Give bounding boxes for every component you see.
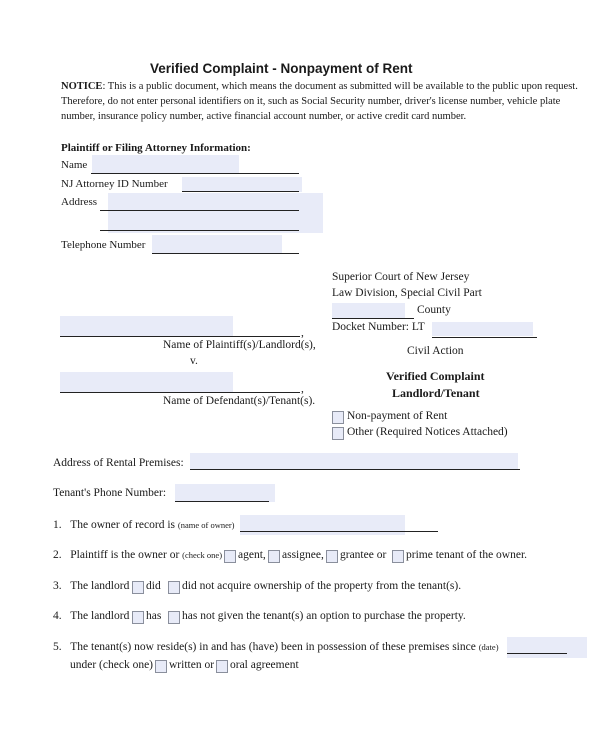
grantee-checkbox[interactable] <box>326 550 338 563</box>
underline <box>152 253 299 254</box>
complaint-heading: Verified Complaint <box>386 369 485 383</box>
underline <box>432 337 537 338</box>
agent-checkbox[interactable] <box>224 550 236 563</box>
assignee-checkbox[interactable] <box>268 550 280 563</box>
other-checkbox[interactable] <box>332 427 344 440</box>
tenant-phone-input[interactable] <box>175 484 275 502</box>
possession-date-input[interactable] <box>507 637 587 658</box>
notice-line-2: Therefore, do not enter personal identifiers on it, such as Social Security number, driver's license number, vehicle plate <box>61 96 561 107</box>
notice-label: NOTICE <box>61 81 103 92</box>
did-not-checkbox[interactable] <box>168 581 180 594</box>
notice-line-1 <box>61 82 578 93</box>
defendant-label: Name of Defendant(s)/Tenant(s). <box>163 395 316 407</box>
attorney-name-input[interactable] <box>92 155 239 174</box>
non-payment-checkbox[interactable] <box>332 411 344 424</box>
item-4: 4. The landlord <box>53 610 130 622</box>
tenant-phone-label: Tenant's Phone Number: <box>53 487 167 499</box>
premises-address-input[interactable] <box>190 453 518 470</box>
item-5-line-2: under (check one) <box>70 659 154 671</box>
comma: , <box>301 383 304 395</box>
written-checkbox[interactable] <box>155 660 167 673</box>
underline <box>182 191 299 192</box>
owner-name-input[interactable] <box>240 515 405 535</box>
grantee-label: grantee or <box>340 549 387 561</box>
premises-label: Address of Rental Premises: <box>53 457 184 469</box>
telephone-label: Telephone Number <box>61 239 146 251</box>
oral-label: oral agreement <box>230 659 299 671</box>
did-checkbox[interactable] <box>132 581 144 594</box>
non-payment-label: Non-payment of Rent <box>347 410 448 422</box>
civil-action-label: Civil Action <box>407 345 464 357</box>
other-label: Other (Required Notices Attached) <box>347 426 508 438</box>
underline <box>332 318 414 319</box>
item-3: 3. The landlord <box>53 580 130 592</box>
docket-label: Docket Number: LT <box>332 321 425 333</box>
versus-label: v. <box>190 355 198 367</box>
defendant-name-input[interactable] <box>60 372 233 392</box>
complaint-subheading: Landlord/Tenant <box>392 386 480 400</box>
has-checkbox[interactable] <box>132 611 144 624</box>
underline <box>190 469 520 470</box>
notice-text: : This is a public document, which means the document as submitted will be available to the public upon request. <box>102 81 578 92</box>
attorney-heading: Plaintiff or Filing Attorney Information: <box>61 142 251 154</box>
plaintiff-label: Name of Plaintiff(s)/Landlord(s), <box>163 339 316 351</box>
prime-tenant-label: prime tenant of the owner. <box>406 549 528 561</box>
prime-tenant-checkbox[interactable] <box>392 550 404 563</box>
telephone-input[interactable] <box>152 235 282 253</box>
page-title: Verified Complaint - Nonpayment of Rent <box>150 61 413 76</box>
address-label: Address <box>61 196 98 208</box>
name-label: Name <box>61 159 88 171</box>
underline <box>91 173 299 174</box>
attorney-id-input[interactable] <box>182 177 302 192</box>
underline <box>240 531 438 532</box>
underline <box>60 392 300 393</box>
comma: , <box>301 327 304 339</box>
did-label: did <box>146 580 161 592</box>
docket-number-input[interactable] <box>432 322 533 336</box>
attorney-id-label: NJ Attorney ID Number <box>61 178 168 190</box>
county-input[interactable] <box>332 303 405 318</box>
has-not-checkbox[interactable] <box>168 611 180 624</box>
court-name: Superior Court of New Jersey <box>332 271 470 283</box>
attorney-address-input[interactable] <box>108 193 323 233</box>
underline <box>100 210 299 211</box>
has-not-label: has not given the tenant(s) an option to purchase the property. <box>182 610 466 622</box>
agent-label: agent, <box>238 549 266 561</box>
court-division: Law Division, Special Civil Part <box>332 287 482 299</box>
item-1: 1. The owner of record is (name of owner) <box>53 519 235 531</box>
item-5: 5. The tenant(s) now reside(s) in and has (have) been in possession of these premises since (date) <box>53 641 499 653</box>
item-2: 2. Plaintiff is the owner or (check one) <box>53 549 223 561</box>
underline <box>175 501 269 502</box>
underline <box>507 653 567 654</box>
assignee-label: assignee, <box>282 549 324 561</box>
oral-checkbox[interactable] <box>216 660 228 673</box>
county-label: County <box>417 304 451 316</box>
written-label: written or <box>169 659 215 671</box>
did-not-label: did not acquire ownership of the property from the tenant(s). <box>182 580 462 592</box>
notice-line-3: number, insurance policy number, active financial account number, or active credit card number. <box>61 111 467 122</box>
plaintiff-name-input[interactable] <box>60 316 233 336</box>
has-label: has <box>146 610 162 622</box>
underline <box>100 230 299 231</box>
underline <box>60 336 300 337</box>
